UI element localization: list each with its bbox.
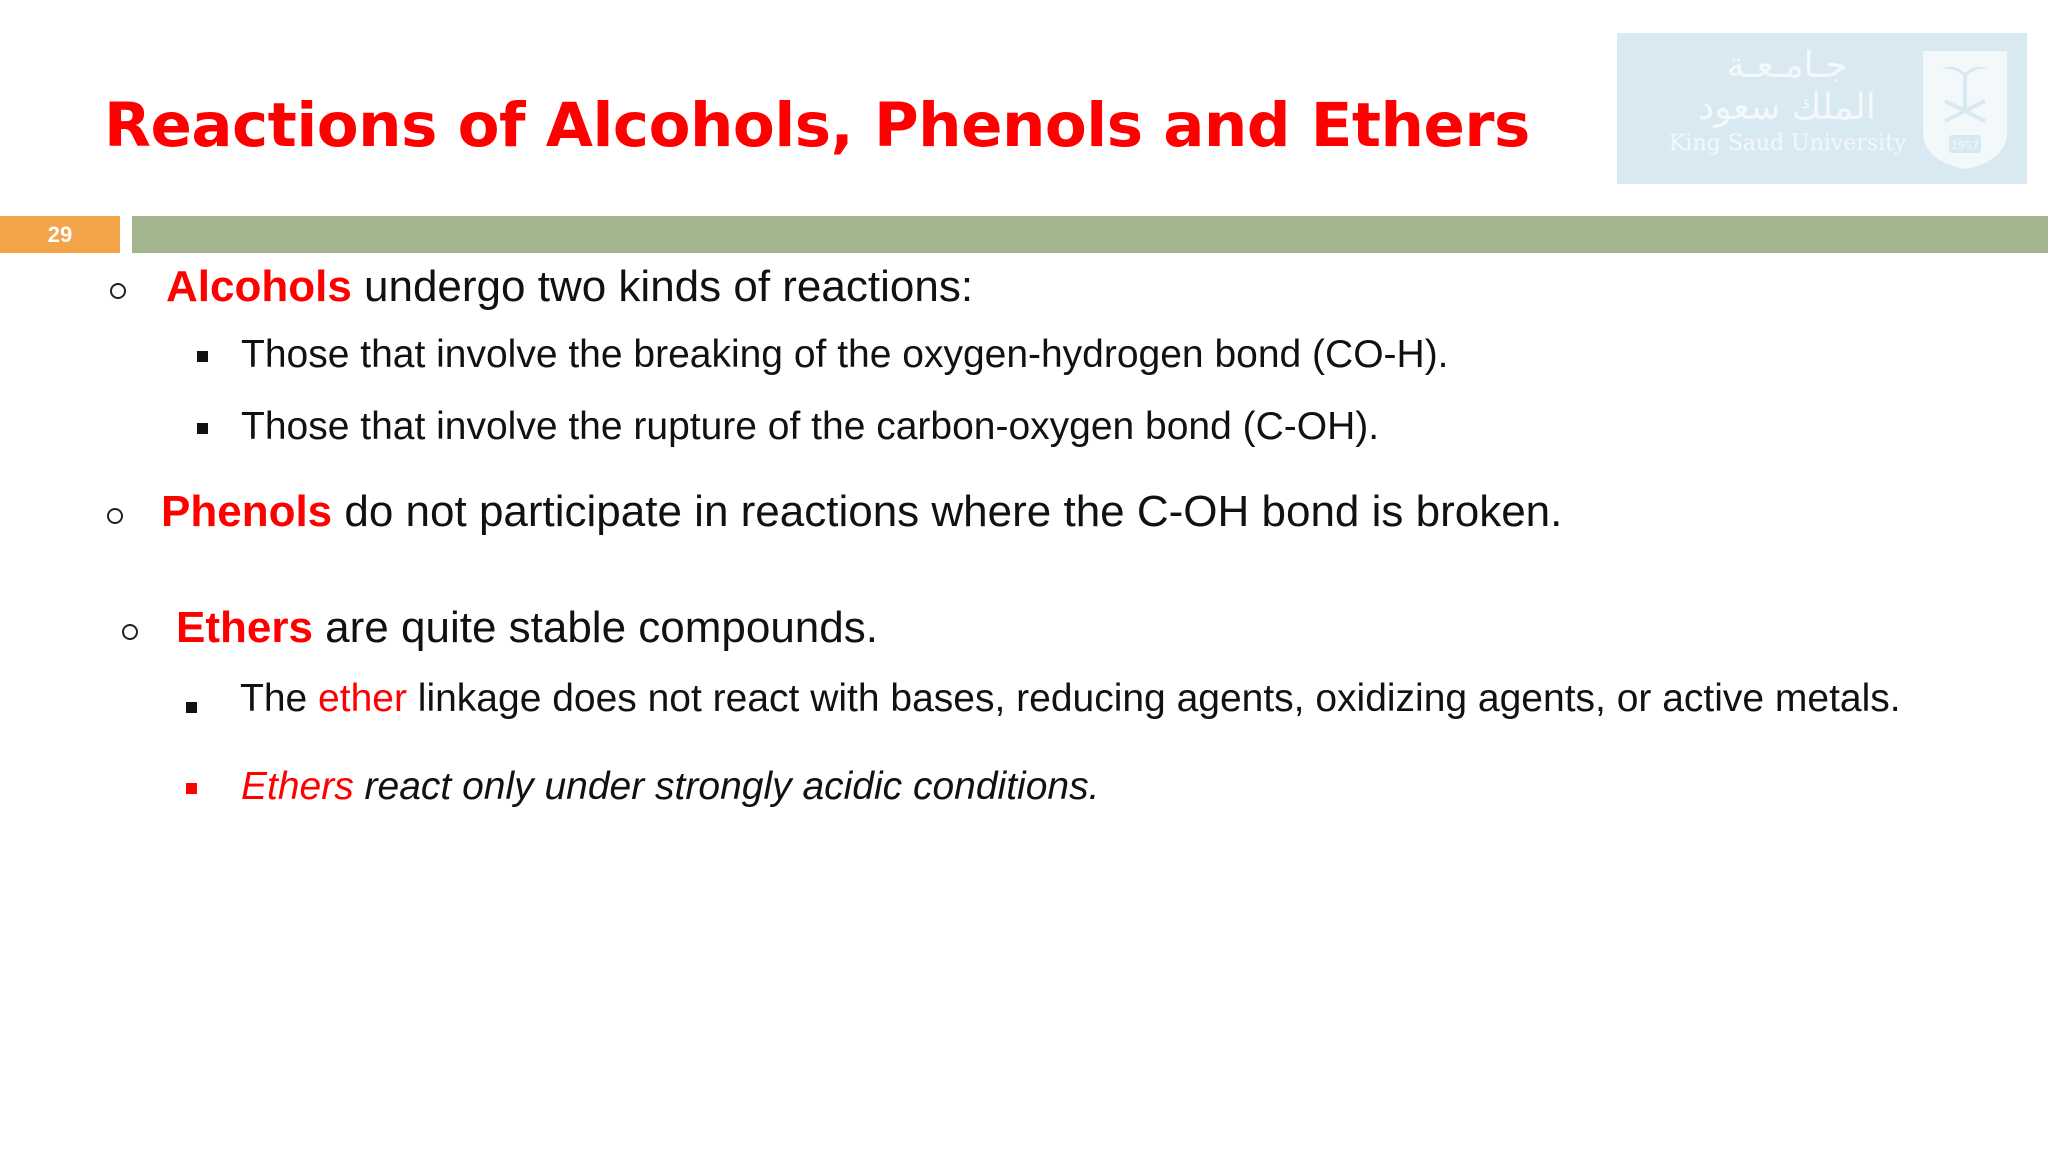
square-bullet-icon bbox=[186, 702, 197, 713]
logo-latin-text: King Saud University bbox=[1669, 131, 1907, 156]
square-bullet-icon bbox=[197, 351, 208, 362]
ether-keyword: ether bbox=[318, 677, 407, 720]
palm-swords-emblem-icon bbox=[1915, 43, 2015, 173]
ethers-text: are quite stable compounds. bbox=[312, 603, 878, 652]
emblem-year: 1957 bbox=[1951, 139, 1979, 152]
ethers-sub-keyword: Ethers bbox=[241, 765, 354, 808]
header-bar bbox=[132, 216, 2048, 253]
alcohols-subitem-2: Those that involve the rupture of the carbon-oxygen bond (C-OH). bbox=[241, 405, 1380, 448]
circle-bullet-icon bbox=[110, 283, 126, 299]
alcohols-subitem-1: Those that involve the breaking of the oxygen-hydrogen bond (CO-H). bbox=[241, 333, 1449, 376]
ethers-subitem-1: The ether linkage does not react with bases, reducing agents, oxidizing agents, or active metals. bbox=[240, 677, 1901, 720]
logo-arabic-text: جـامـعـة الملك سعود bbox=[1698, 45, 1876, 128]
square-bullet-icon bbox=[197, 423, 208, 434]
phenols-keyword: Phenols bbox=[161, 487, 333, 536]
phenols-point bbox=[161, 487, 1562, 537]
alcohols-text: undergo two kinds of reactions: bbox=[351, 262, 974, 311]
page-number: 29 bbox=[0, 216, 120, 253]
ethers-subitem-2: Ethers react only under strongly acidic conditions. bbox=[241, 765, 1100, 808]
alcohols-point bbox=[166, 262, 973, 312]
university-logo bbox=[1617, 33, 2027, 184]
slide-title: Reactions of Alcohols, Phenols and Ethers bbox=[104, 90, 1530, 161]
ethers-keyword: Ethers bbox=[176, 603, 313, 652]
phenols-text: do not participate in reactions where the C-OH bond is broken. bbox=[332, 487, 1563, 536]
alcohols-keyword: Alcohols bbox=[166, 262, 352, 311]
ethers-point bbox=[176, 603, 878, 653]
circle-bullet-icon bbox=[122, 624, 138, 640]
circle-bullet-icon bbox=[107, 508, 123, 524]
square-bullet-icon bbox=[186, 783, 197, 794]
